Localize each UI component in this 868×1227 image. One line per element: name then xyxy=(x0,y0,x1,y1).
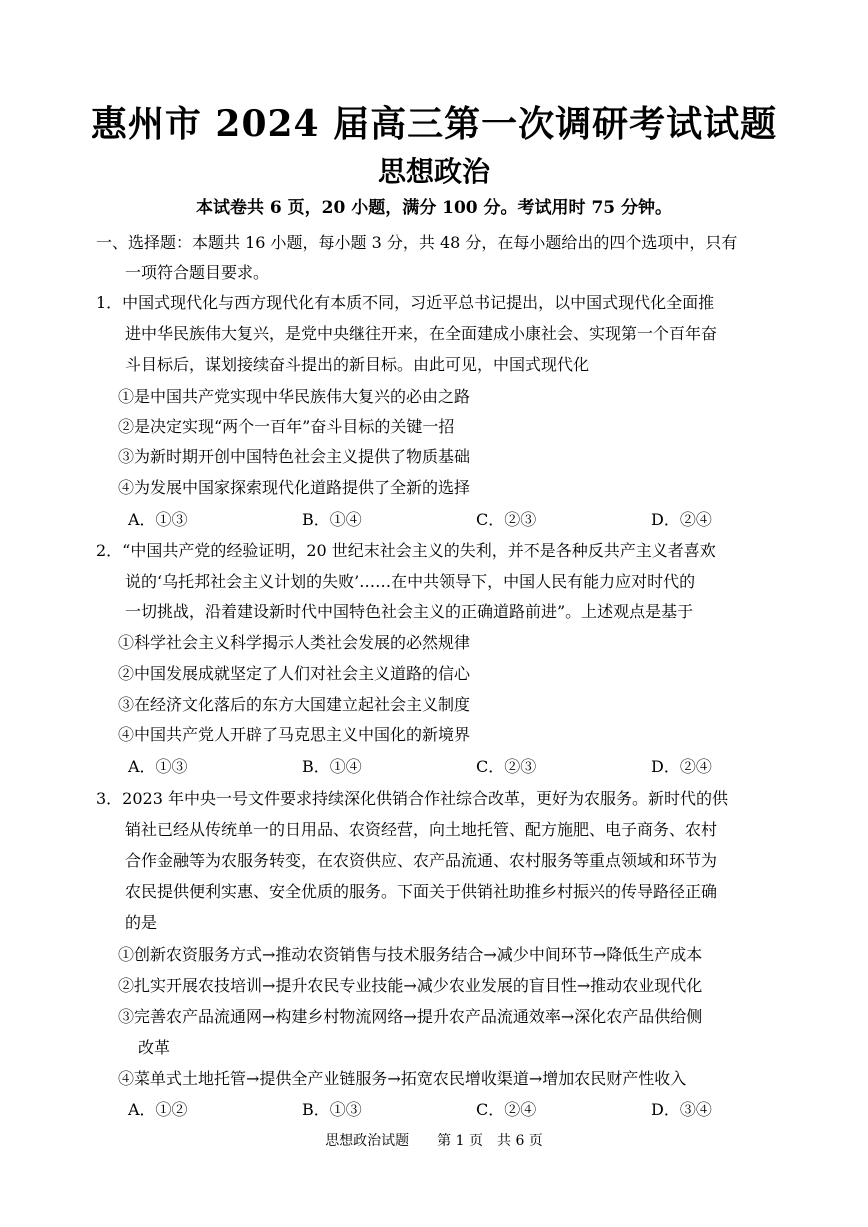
q2-option-d[interactable]: D．②④ xyxy=(651,757,712,776)
subject-title: 思想政治 xyxy=(377,155,490,188)
q2-item: ②中国发展成就坚定了人们对社会主义道路的信心 xyxy=(118,664,471,683)
q3-stem-line: 的是 xyxy=(125,913,158,932)
q3-item: ②扎实开展农技培训→提升农民专业技能→减少农业发展的盲目性→推动农业现代化 xyxy=(118,976,703,995)
q3-item: ③完善农产品流通网→构建乡村物流网络→提升农产品流通效率→深化农产品供给侧 xyxy=(118,1007,703,1026)
q2-item: ③在经济文化落后的东方大国建立起社会主义制度 xyxy=(118,695,471,714)
q2-item: ④中国共产党人开辟了马克思主义中国化的新境界 xyxy=(118,725,471,744)
q3-option-a[interactable]: A．①② xyxy=(128,1100,188,1119)
q3-stem-line: 合作金融等为农服务转变，在农资供应、农产品流通、农村服务等重点领域和环节为 xyxy=(125,851,718,870)
q1-option-d[interactable]: D．②④ xyxy=(651,510,712,529)
q1-item: ②是决定实现“两个一百年”奋斗目标的关键一招 xyxy=(118,417,455,436)
q3-stem-line: 3．2023 年中央一号文件要求持续深化供销合作社综合改革，更好为农服务。新时代的供 xyxy=(96,789,728,808)
q2-option-c[interactable]: C．②③ xyxy=(476,757,537,776)
q2-stem-line: 说的‘乌托邦社会主义计划的失败’……在中共领导下，中国人民有能力应对时代的 xyxy=(125,572,696,591)
exam-notice: 本试卷共 6 页，20 小题，满分 100 分。考试用时 75 分钟。 xyxy=(195,198,673,218)
q3-item: ①创新农资服务方式→推动农资销售与技术服务结合→减少中间环节→降低生产成本 xyxy=(118,945,703,964)
q1-option-a[interactable]: A．①③ xyxy=(128,510,188,529)
q2-option-b[interactable]: B．①④ xyxy=(302,757,362,776)
q1-stem-line: 斗目标后，谋划接续奋斗提出的新目标。由此可见，中国式现代化 xyxy=(125,355,590,374)
q1-option-c[interactable]: C．②③ xyxy=(476,510,537,529)
section-heading: 一、选择题：本题共 16 小题，每小题 3 分，共 48 分，在每小题给出的四个选项中，只有 xyxy=(96,233,738,252)
q2-stem-line: 2．“中国共产党的经验证明，20 世纪末社会主义的失利，并不是各种反共产主义者喜欢 xyxy=(96,541,716,560)
q3-option-b[interactable]: B．①③ xyxy=(302,1100,362,1119)
section-heading-cont: 一项符合题目要求。 xyxy=(125,263,270,282)
q1-item: ④为发展中国家探索现代化道路提供了全新的选择 xyxy=(118,478,471,497)
q3-item-cont: 改革 xyxy=(138,1038,171,1057)
q3-stem-line: 农民提供便利实惠、安全优质的服务。下面关于供销社助推乡村振兴的传导路径正确 xyxy=(125,882,718,901)
q2-option-a[interactable]: A．①③ xyxy=(128,757,188,776)
q2-stem-line: 一切挑战，沿着建设新时代中国特色社会主义的正确道路前进”。上述观点是基于 xyxy=(125,602,694,621)
exam-title: 惠州市 2024 届高三第一次调研考试试题 xyxy=(90,103,778,145)
q2-item: ①科学社会主义科学揭示人类社会发展的必然规律 xyxy=(118,633,471,652)
q3-item: ④菜单式土地托管→提供全产业链服务→拓宽农民增收渠道→增加农民财产性收入 xyxy=(118,1069,687,1088)
q1-stem-line: 1．中国式现代化与西方现代化有本质不同，习近平总书记提出，以中国式现代化全面推 xyxy=(96,293,715,312)
q1-item: ①是中国共产党实现中华民族伟大复兴的必由之路 xyxy=(118,387,471,406)
q1-item: ③为新时期开创中国特色社会主义提供了物质基础 xyxy=(118,447,471,466)
q3-option-c[interactable]: C．②④ xyxy=(476,1100,537,1119)
q1-stem-line: 进中华民族伟大复兴，是党中央继往开来，在全面建成小康社会、实现第一个百年奋 xyxy=(125,324,718,343)
q1-option-b[interactable]: B．①④ xyxy=(302,510,362,529)
page-footer: 思想政治试题 第 1 页 共 6 页 xyxy=(325,1133,543,1149)
q3-stem-line: 销社已经从传统单一的日用品、农资经营，向土地托管、配方施肥、电子商务、农村 xyxy=(125,820,718,839)
q3-option-d[interactable]: D．③④ xyxy=(651,1100,712,1119)
